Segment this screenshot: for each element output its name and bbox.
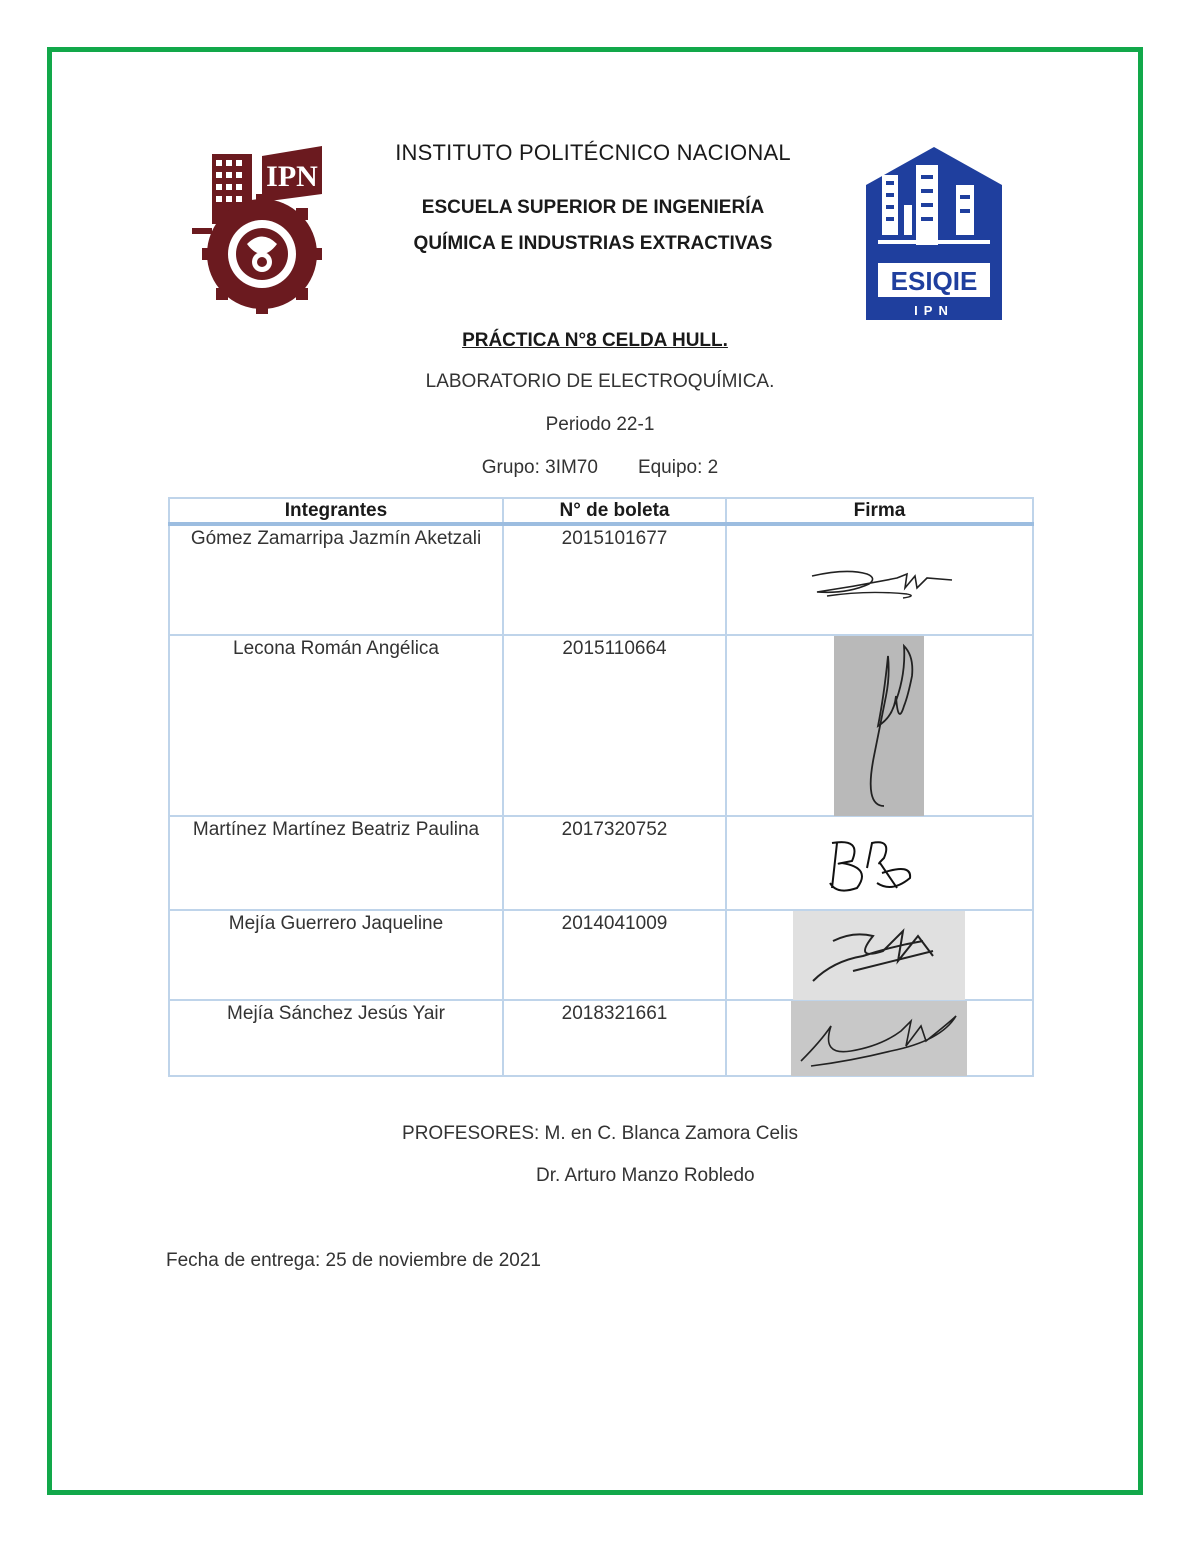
school-name-line2: QUÍMICA E INDUSTRIAS EXTRACTIVAS <box>413 233 773 254</box>
group: Grupo: 3IM70 <box>481 457 598 478</box>
svg-text:ESIQIE: ESIQIE <box>890 266 978 296</box>
signature-cell <box>726 1000 1033 1076</box>
member-boleta: 2014041009 <box>503 910 726 1000</box>
signature-cell <box>726 635 1033 816</box>
member-boleta: 2015110664 <box>503 635 726 816</box>
table-row <box>169 910 1033 1000</box>
header-integrantes: Integrantes <box>169 498 503 524</box>
table-row <box>169 816 1033 910</box>
signature-image <box>793 911 965 1000</box>
professors-line1: PROFESORES: M. en C. Blanca Zamora Celis <box>402 1123 798 1144</box>
svg-text:IPN: IPN <box>266 160 318 193</box>
signature-cell <box>726 910 1033 1000</box>
member-boleta: 2018321661 <box>503 1000 726 1076</box>
team: Equipo: 2 <box>637 457 719 478</box>
signature-image <box>807 564 957 604</box>
period: Periodo 22-1 <box>545 414 655 435</box>
signature-image <box>791 1001 967 1076</box>
table-header-row <box>169 498 1033 524</box>
table-row <box>169 1000 1033 1076</box>
signature-cell <box>726 816 1033 910</box>
header-boleta: N° de boleta <box>503 498 726 524</box>
delivery-date: Fecha de entrega: 25 de noviembre de 2021 <box>166 1250 541 1271</box>
member-name: Martínez Martínez Beatriz Paulina <box>169 816 503 910</box>
signature-image <box>834 636 924 816</box>
professors-line2: Dr. Arturo Manzo Robledo <box>536 1165 755 1186</box>
table-row <box>169 524 1033 635</box>
group-team-line <box>300 457 900 479</box>
signature-image <box>822 833 922 903</box>
header-firma: Firma <box>726 498 1033 524</box>
member-boleta: 2017320752 <box>503 816 726 910</box>
members-table <box>168 497 1034 1077</box>
table-row <box>169 635 1033 816</box>
member-boleta: 2015101677 <box>503 524 726 635</box>
school-name-line1: ESCUELA SUPERIOR DE INGENIERÍA <box>421 197 765 218</box>
practice-title: PRÁCTICA N°8 CELDA HULL. <box>462 330 728 351</box>
member-name: Gómez Zamarripa Jazmín Aketzali <box>169 524 503 635</box>
member-name: Mejía Sánchez Jesús Yair <box>169 1000 503 1076</box>
member-name: Lecona Román Angélica <box>169 635 503 816</box>
signature-cell <box>726 524 1033 635</box>
svg-text:IPN: IPN <box>914 303 954 318</box>
institute-title: INSTITUTO POLITÉCNICO NACIONAL <box>395 140 791 165</box>
member-name: Mejía Guerrero Jaqueline <box>169 910 503 1000</box>
lab-name: LABORATORIO DE ELECTROQUÍMICA. <box>425 371 775 392</box>
